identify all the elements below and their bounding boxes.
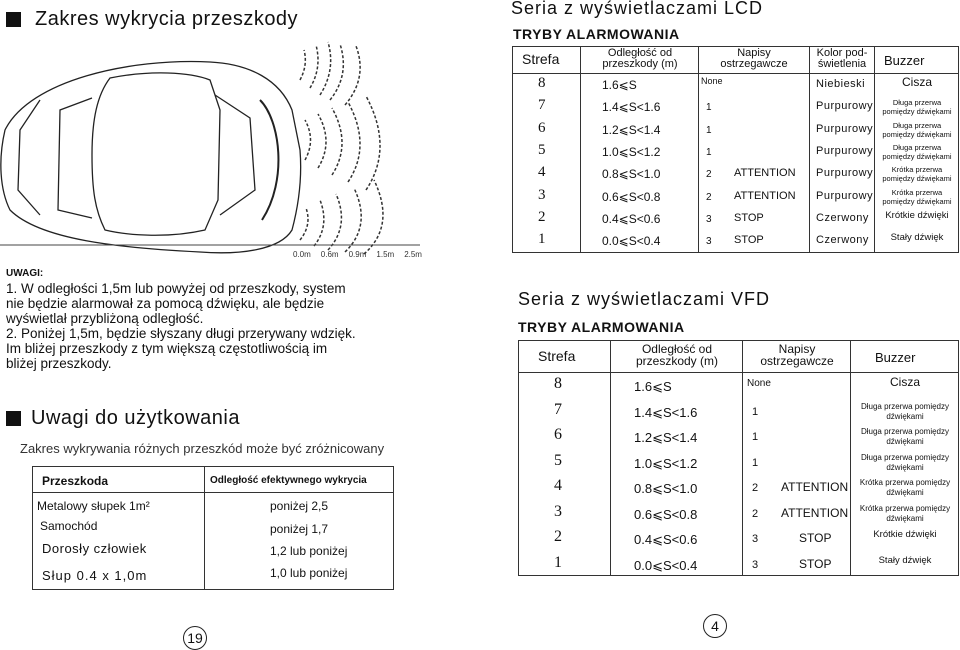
- code-cell: 3: [706, 213, 712, 225]
- buzzer-cell: Krótka przerwa pomiędzy dźwiękami: [859, 503, 951, 523]
- column-header: Odległość od przeszkody (m): [635, 342, 718, 368]
- code-cell: 3: [752, 533, 759, 545]
- color-cell: Purpurowy: [816, 189, 874, 202]
- distance-cell: 1.4⩽S<1.6: [602, 100, 661, 115]
- buzzer-cell: Stały dźwięk: [890, 232, 944, 244]
- distance-cell: 1.4⩽S<1.6: [634, 404, 698, 420]
- color-cell: Purpurowy: [816, 167, 874, 180]
- usage-title-block: [6, 407, 240, 430]
- warning-label-cell: ATTENTION: [734, 189, 796, 202]
- buzzer-cell: Krótka przerwa pomiędzy dźwiękami: [859, 478, 951, 497]
- buzzer-cell: Krótka przerwa pomiędzy dźwiękami: [882, 165, 952, 184]
- distance-cell: 0.8⩽S<1.0: [634, 481, 698, 496]
- warning-label-cell: ATTENTION: [781, 505, 849, 520]
- car-top-view-icon: [1, 62, 301, 253]
- code-cell: 2: [752, 507, 759, 520]
- car-detection-diagram: [0, 40, 420, 270]
- zone-cell: 7: [554, 400, 562, 418]
- warning-line: 1. W odległości 1,5m lub powyżej od przeszkody, system: [6, 281, 346, 296]
- distance-cell: 1,0 lub poniżej: [270, 566, 348, 580]
- color-cell: Czerwony: [816, 234, 869, 247]
- warning-line: 2. Poniżej 1,5m, będzie słyszany długi przerywany wdzięk.: [6, 326, 356, 341]
- color-cell: Purpurowy: [816, 144, 874, 157]
- warning-line: bliżej przeszkody.: [6, 356, 112, 371]
- buzzer-cell: Stały dźwięk: [878, 554, 932, 566]
- distance-cell: 1.2⩽S<1.4: [634, 430, 698, 445]
- distance-cell: 1.6⩽S: [602, 78, 637, 92]
- zone-cell: 5: [554, 451, 562, 469]
- distance-label: 0.9m: [348, 250, 367, 259]
- column-header: Odległość od przeszkody (m): [602, 47, 678, 70]
- zone-cell: 1: [554, 553, 562, 571]
- code-cell: 2: [752, 482, 759, 494]
- zone-cell: 6: [538, 119, 546, 136]
- page-number-right: 4: [703, 614, 727, 638]
- page-title: Zakres wykrycia przeszkody: [35, 8, 299, 30]
- column-header: Kolor pod-świetlenia: [816, 47, 868, 70]
- warning-label-cell: ATTENTION: [781, 480, 849, 494]
- code-cell: 1: [706, 102, 712, 114]
- usage-square-icon: [6, 411, 21, 426]
- color-cell: Niebieski: [816, 78, 866, 90]
- distance-cell: 0.0⩽S<0.4: [602, 234, 661, 249]
- distance-cell: poniżej 1,7: [270, 522, 329, 536]
- code-cell: None: [747, 378, 771, 389]
- code-cell: 1: [752, 456, 759, 469]
- code-cell: 3: [706, 236, 712, 248]
- lcd-title: Seria z wyświetlaczami LCD: [511, 0, 764, 18]
- zone-cell: 5: [538, 141, 546, 158]
- lcd-table: [512, 46, 959, 253]
- distance-scale: [293, 250, 422, 259]
- warning-line: nie będzie alarmował za pomocą dźwięku, ale będzie: [6, 296, 325, 311]
- distance-cell: poniżej 2,5: [270, 499, 329, 513]
- buzzer-cell: Długa przerwa pomiędzy dźwiękami: [860, 452, 950, 472]
- distance-label: 2.5m: [404, 250, 422, 259]
- color-cell: Purpurowy: [816, 100, 874, 113]
- obstacle-cell: Słup 0.4 x 1,0m: [42, 568, 148, 583]
- zone-cell: 8: [554, 375, 562, 392]
- usage-subtitle: Zakres wykrywania różnych przeszkód może być zróżnicowany: [20, 441, 385, 456]
- vfd-title: Seria z wyświetlaczami VFD: [518, 289, 771, 309]
- column-header: Buzzer: [884, 53, 925, 68]
- buzzer-cell: Krótka przerwa pomiędzy dźwiękami: [882, 187, 952, 206]
- code-cell: 1: [752, 431, 759, 443]
- distance-cell: 0.6⩽S<0.8: [602, 189, 661, 204]
- code-cell: 1: [706, 146, 712, 158]
- obstacle-cell: Dorosły człowiek: [42, 541, 147, 556]
- warning-line: Im bliżej przeszkody z tym większą częstotliwością im: [6, 341, 328, 356]
- zone-cell: 2: [538, 208, 546, 225]
- obstacle-table: [32, 466, 394, 590]
- distance-cell: 0.4⩽S<0.6: [634, 532, 698, 547]
- zone-cell: 4: [554, 477, 562, 494]
- buzzer-cell: Długa przerwa pomiędzy dźwiękami: [882, 142, 952, 161]
- code-cell: None: [701, 76, 723, 86]
- distance-cell: 1.6⩽S: [634, 379, 672, 394]
- code-cell: 1: [752, 405, 759, 418]
- distance-cell: 1.2⩽S<1.4: [602, 122, 661, 137]
- warning-label-cell: STOP: [799, 556, 832, 571]
- distance-cell: 0.0⩽S<0.4: [634, 557, 698, 573]
- column-header: Strefa: [522, 51, 560, 67]
- zone-cell: 1: [538, 231, 546, 248]
- column-header: Buzzer: [875, 350, 916, 365]
- lcd-subtitle: TRYBY ALARMOWANIA: [513, 26, 680, 42]
- zone-cell: 3: [538, 186, 546, 203]
- distance-label: 0.6m: [320, 250, 339, 259]
- obstacle-cell: Metalowy słupek 1m²: [37, 499, 150, 513]
- distance-cell: 0.4⩽S<0.6: [602, 211, 661, 226]
- title-square-icon: [6, 12, 21, 27]
- warnings-text: [6, 281, 356, 371]
- buzzer-cell: Cisza: [901, 75, 932, 89]
- vfd-table: [518, 340, 959, 576]
- distance-cell: 0.8⩽S<1.0: [602, 167, 661, 182]
- table-header: Odległość efektywnego wykrycia: [210, 475, 367, 486]
- distance-label: 1.5m: [376, 250, 395, 259]
- distance-cell: 1,2 lub poniżej: [270, 544, 348, 558]
- color-cell: Czerwony: [816, 211, 869, 224]
- warning-label-cell: STOP: [799, 531, 832, 545]
- zone-cell: 7: [538, 97, 546, 114]
- buzzer-cell: Długa przerwa pomiędzy dźwiękami: [882, 98, 952, 117]
- zone-cell: 4: [538, 164, 546, 181]
- warning-line: wyświetlał przybliżoną odległość.: [6, 311, 204, 326]
- distance-label: 0.0m: [293, 250, 311, 259]
- left-title-block: [6, 8, 298, 31]
- code-cell: 2: [706, 191, 712, 203]
- zone-cell: 3: [554, 502, 562, 520]
- page-number-left: 19: [183, 626, 207, 650]
- zone-cell: 2: [554, 528, 562, 545]
- column-header: Napisy ostrzegawcze: [720, 47, 788, 70]
- code-cell: 1: [706, 124, 712, 136]
- buzzer-cell: Cisza: [889, 375, 920, 389]
- distance-cell: 1.0⩽S<1.2: [602, 144, 661, 159]
- color-cell: Purpurowy: [816, 122, 874, 135]
- buzzer-cell: Długa przerwa pomiędzy dźwiękami: [860, 427, 950, 446]
- warning-label-cell: STOP: [734, 211, 764, 224]
- distance-cell: 1.0⩽S<1.2: [634, 455, 698, 471]
- code-cell: 2: [706, 169, 712, 181]
- distance-cell: 0.6⩽S<0.8: [634, 506, 698, 522]
- column-header: Napisy ostrzegawcze: [760, 342, 834, 368]
- obstacle-cell: Samochód: [40, 519, 98, 533]
- warnings-title: UWAGI:: [6, 268, 44, 279]
- buzzer-cell: Krótkie dźwięki: [873, 529, 937, 540]
- zone-cell: 6: [554, 426, 562, 443]
- buzzer-cell: Długa przerwa pomiędzy dźwiękami: [860, 401, 950, 421]
- warning-label-cell: ATTENTION: [734, 167, 796, 180]
- vfd-subtitle: TRYBY ALARMOWANIA: [518, 319, 685, 335]
- column-header: Strefa: [538, 348, 576, 364]
- warning-label-cell: STOP: [734, 234, 764, 247]
- code-cell: 3: [752, 558, 759, 571]
- zone-cell: 8: [538, 75, 546, 91]
- sensor-wave-icon: [300, 42, 383, 254]
- table-header: Przeszkoda: [42, 474, 109, 488]
- buzzer-cell: Krótkie dźwięki: [885, 209, 949, 221]
- usage-title: Uwagi do użytkowania: [31, 407, 240, 429]
- buzzer-cell: Długa przerwa pomiędzy dźwiękami: [882, 120, 952, 139]
